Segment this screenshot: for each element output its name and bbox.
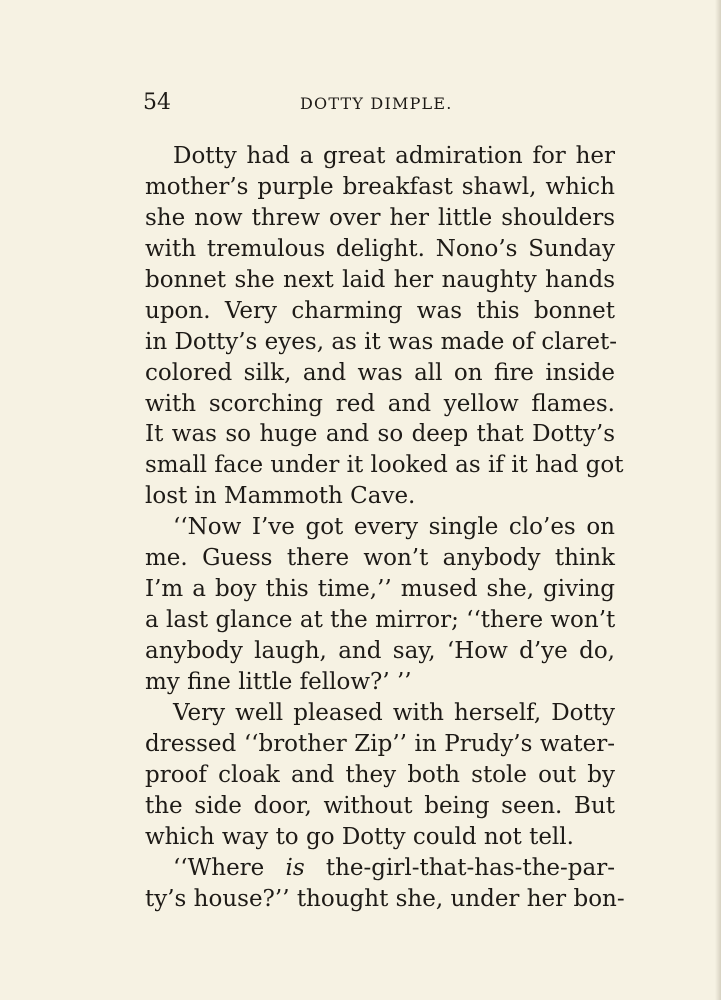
- text-line: upon. Very charming was this bonnet: [145, 297, 615, 324]
- text-line: ty’s house?’’ thought she, under her bon-: [145, 885, 625, 912]
- page-number: 54: [143, 90, 171, 115]
- text-line: a last glance at the mirror; ‘‘there won’t: [145, 607, 616, 634]
- text-line: with tremulous delight. Nono’s Sunday: [145, 235, 615, 262]
- text-line: bonnet she next laid her naughty hands: [145, 266, 615, 293]
- italic-word: is: [285, 854, 305, 881]
- paragraph: [145, 698, 615, 853]
- text-line: the side door, without being seen. But: [145, 792, 615, 819]
- text-line: which way to go Dotty could not tell.: [145, 823, 574, 850]
- text-line: proof cloak and they both stole out by: [145, 761, 615, 788]
- text-line: Very well pleased with herself, Dotty: [173, 699, 615, 726]
- text-span: the-girl-that-has-the-par-: [304, 854, 615, 881]
- paragraph: [145, 141, 624, 512]
- text-line: me. Guess there won’t anybody think: [145, 545, 615, 572]
- paragraph: [145, 512, 615, 698]
- text-line: colored silk, and was all on fire inside: [145, 359, 615, 386]
- text-line: dressed ‘‘brother Zip’’ in Prudy’s water-: [145, 730, 615, 757]
- text-line: ‘‘Now I’ve got every single clo’es on: [173, 514, 615, 541]
- text-line: my fine little fellow?’ ’’: [145, 668, 412, 695]
- paragraph: [145, 853, 625, 915]
- text-line: lost in Mammoth Cave.: [145, 483, 416, 510]
- text-line: she now threw over her little shoulders: [145, 204, 615, 231]
- page-edge-shadow: [715, 0, 721, 1000]
- text-line: with scorching red and yellow flames.: [145, 390, 615, 417]
- text-line: in Dotty’s eyes, as it was made of claret-: [145, 328, 617, 355]
- body-text: [145, 141, 625, 914]
- text-line: anybody laugh, and say, ‘How d’ye do,: [145, 638, 615, 664]
- text-line: Dotty had a great admiration for her: [173, 143, 615, 169]
- running-head: DOTTY DIMPLE.: [300, 94, 453, 113]
- text-line: mother’s purple breakfast shawl, which: [145, 173, 615, 200]
- text-line: small face under it looked as if it had got: [145, 452, 624, 479]
- text-span: ‘‘Where: [173, 854, 286, 881]
- text-line: I’m a boy this time,’’ mused she, giving: [145, 576, 615, 603]
- text-line: [145, 853, 615, 884]
- page-header: [0, 90, 721, 120]
- text-line: It was so huge and so deep that Dotty’s: [145, 421, 615, 448]
